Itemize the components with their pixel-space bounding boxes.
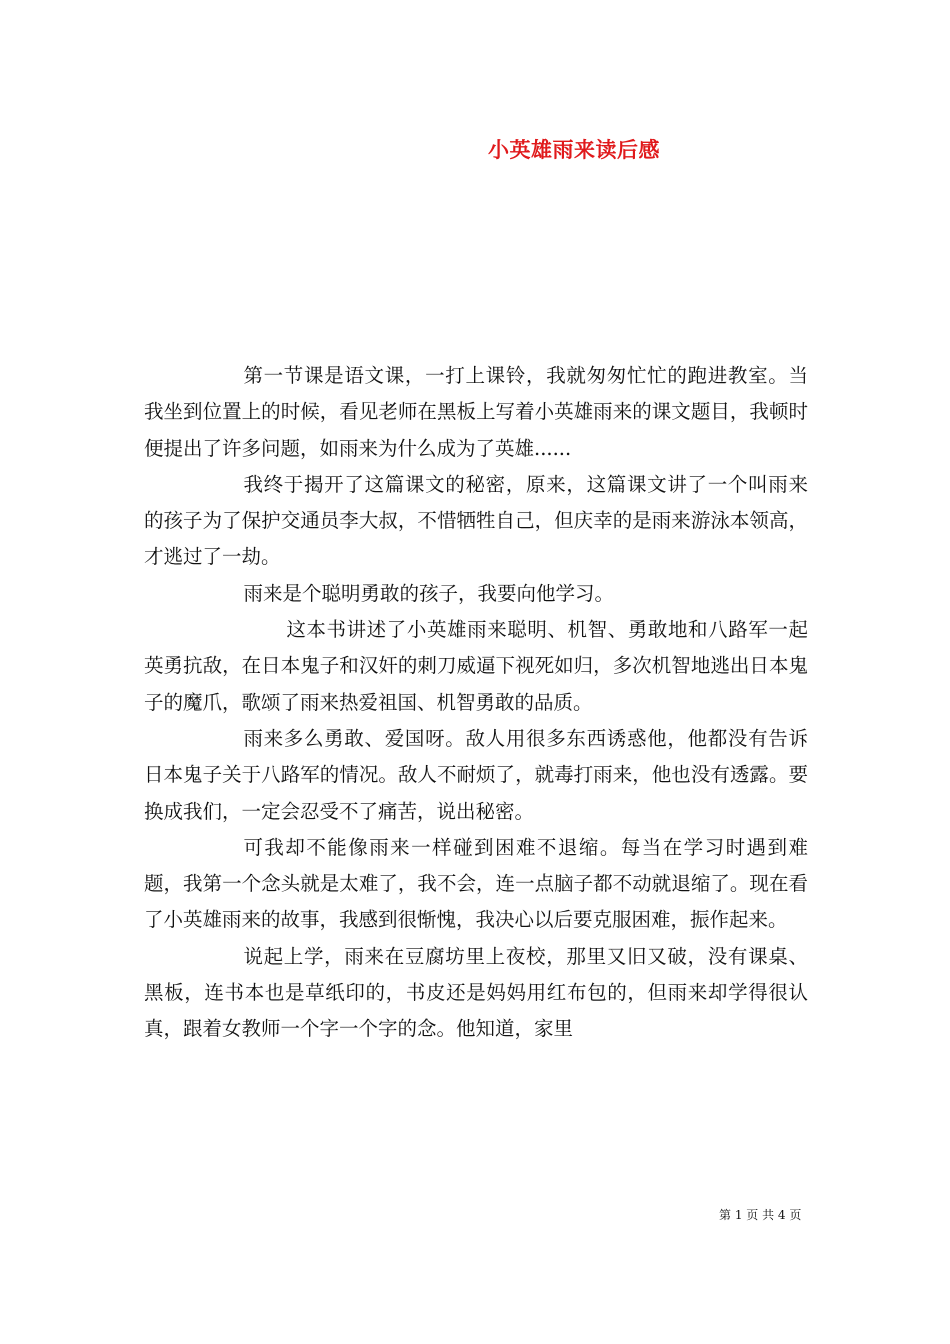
paragraph-5: 雨来多么勇敢、爱国呀。敌人用很多东西诱惑他，他都没有告诉日本鬼子关于八路军的情况。敌人不耐烦了，就毒打雨来，他也没有透露。要换成我们，一定会忍受不了痛苦，说出秘密。 <box>144 726 808 823</box>
paragraph-7: 说起上学，雨来在豆腐坊里上夜校，那里又旧又破，没有课桌、黑板，连书本也是草纸印的，书皮还是妈妈用红布包的，但雨来却学得很认真，跟着女教师一个字一个字的念。他知道，家里 <box>144 944 808 1041</box>
document-title: 小英雄雨来读后感 <box>488 137 660 162</box>
paragraph-1: 第一节课是语文课，一打上课铃，我就匆匆忙忙的跑进教室。当我坐到位置上的时候，看见老师在黑板上写着小英雄雨来的课文题目，我顿时便提出了许多问题，如雨来为什么成为了英雄...... <box>144 364 808 460</box>
document-body <box>144 358 808 1048</box>
paragraph-3: 雨来是个聪明勇敢的孩子，我要向他学习。 <box>243 581 614 605</box>
paragraph-6: 可我却不能像雨来一样碰到困难不退缩。每当在学习时遇到难题，我第一个念头就是太难了，我不会，连一点脑子都不动就退缩了。现在看了小英雄雨来的故事，我感到很惭愧，我决心以后要克服困难，振作起来。 <box>144 835 808 932</box>
page-number: 第 1 页 共 4 页 <box>719 1208 802 1222</box>
paragraph-4: 这本书讲述了小英雄雨来聪明、机智、勇敢地和八路军一起英勇抗敌，在日本鬼子和汉奸的刺刀威逼下视死如归，多次机智地逃出日本鬼子的魔爪，歌颂了雨来热爱祖国、机智勇敢的品质。 <box>144 618 808 714</box>
paragraph-2: 我终于揭开了这篇课文的秘密，原来，这篇课文讲了一个叫雨来的孩子为了保护交通员李大叔，不惜牺牲自己，但庆幸的是雨来游泳本领高，才逃过了一劫。 <box>144 472 808 569</box>
